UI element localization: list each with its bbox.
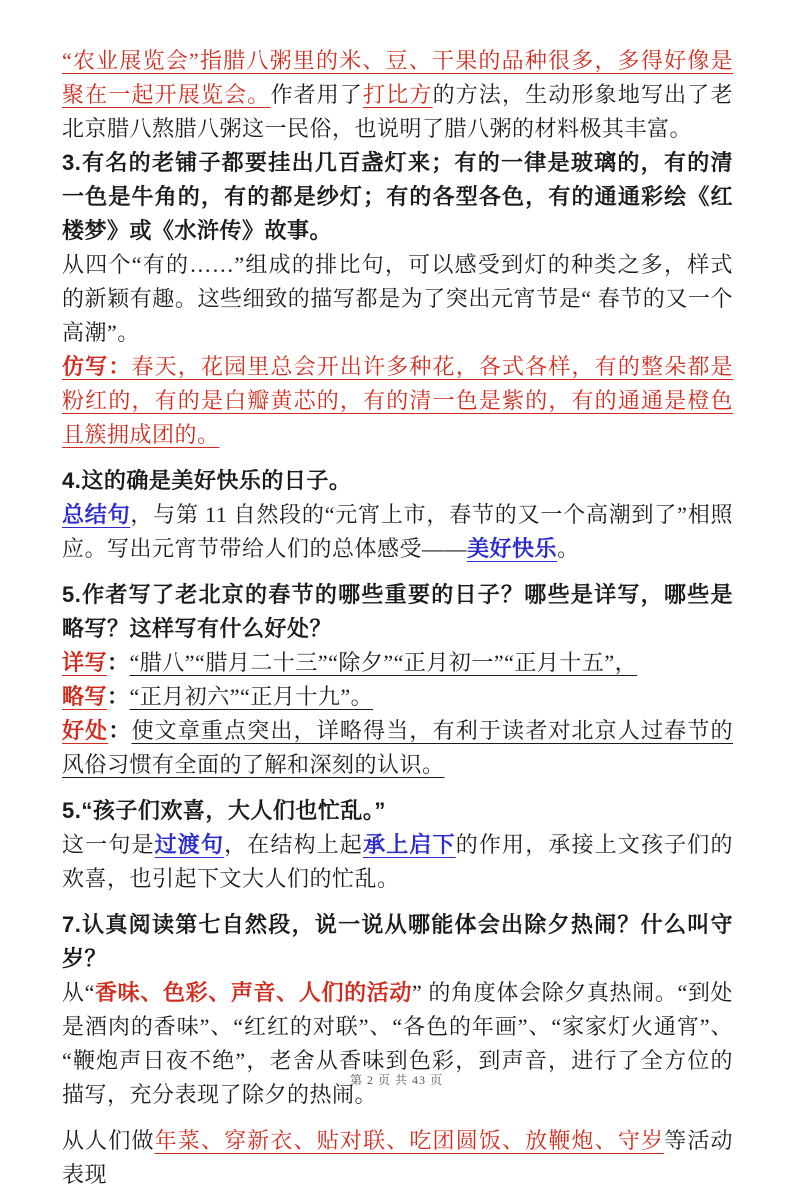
text-segment: ，在结构上起 — [224, 832, 364, 857]
text-segment: 详写 — [62, 650, 108, 675]
page-footer: 第 2 页 共 43 页 — [349, 1073, 443, 1087]
text-segment: ，与第 11 自然段的“元宵上市，春节的又一个高潮到了”相照应。写出元宵节带给人们的总体感受—— — [62, 502, 733, 561]
text-segment: 打比方 — [363, 82, 433, 107]
paragraph — [62, 44, 733, 146]
paragraph — [62, 1124, 733, 1192]
section-heading — [62, 146, 733, 248]
text-segment: 香味、色彩、声音、人们的活动 — [94, 980, 413, 1005]
text-segment: 从“ — [62, 980, 95, 1005]
text-segment: 承上启下 — [363, 832, 456, 857]
text-segment: ： — [107, 684, 130, 709]
text-segment: 5.“孩子们欢喜，大人们也忙乱。” — [62, 798, 386, 823]
text-segment: 略写 — [62, 684, 108, 709]
text-segment: ： — [107, 650, 130, 675]
text-segment: 年菜、穿新衣、贴对联、吃团圆饭、放鞭炮、守岁 — [154, 1128, 665, 1153]
text-segment: ： — [108, 718, 132, 743]
text-segment: 5.作者写了老北京的春节的哪些重要的日子？哪些是详写，哪些是略写？这样写有什么好处？ — [62, 582, 733, 641]
text-segment: “正月初六”“正月十九”。 — [129, 684, 374, 709]
document-body — [62, 44, 733, 1192]
section-heading — [62, 464, 733, 498]
text-segment: 好处 — [62, 718, 109, 743]
text-segment: “农业展览会”指腊八粥里的米、豆、干果的品种很多，多得好像是聚在一起开展览会。 — [62, 48, 733, 107]
paragraph — [62, 498, 733, 566]
section-heading — [62, 578, 733, 646]
text-segment: 作者用了 — [270, 82, 364, 107]
text-segment: 的方法，生动形象地写出了老北京腊八熬腊八粥这一民俗，也说明了腊八粥的材料极其丰富。 — [62, 82, 733, 141]
paragraph — [62, 828, 733, 896]
text-segment: 总结句 — [62, 502, 131, 527]
text-segment: 4.这的确是美好快乐的日子。 — [62, 468, 352, 493]
paragraph — [62, 680, 733, 714]
text-segment: 等活动表现 — [62, 1128, 733, 1187]
text-segment: 过渡句 — [154, 832, 225, 857]
text-segment: 7.认真阅读第七自然段，说一说从哪能体会出除夕热闹？什么叫守岁？ — [62, 912, 733, 971]
text-segment: 仿写： — [62, 354, 132, 379]
text-segment: 从人们做 — [62, 1128, 155, 1153]
text-segment: 的作用，承接上文孩子们的欢喜，也引起下文大人们的忙乱。 — [62, 832, 733, 891]
paragraph — [62, 248, 733, 350]
paragraph — [62, 646, 733, 680]
paragraph — [62, 714, 733, 782]
text-segment: 使文章重点突出，详略得当，有利于读者对北京人过春节的风俗习惯有全面的了解和深刻的认识。 — [62, 718, 733, 777]
text-segment: 从四个“有的……”组成的排比句，可以感受到灯的种类之多，样式的新颖有趣。这些细致的描写都是为了突出元宵节是“ 春节的又一个高潮”。 — [62, 252, 733, 345]
text-segment: “腊八”“腊月二十三”“除夕”“正月初一”“正月十五”， — [129, 650, 638, 675]
paragraph — [62, 976, 733, 1112]
paragraph — [62, 350, 733, 452]
text-segment: 这一句是 — [62, 832, 155, 857]
section-heading — [62, 794, 733, 828]
text-segment: 美好快乐 — [467, 536, 558, 561]
text-segment: ” 的角度体会除夕真热闹。“到处是酒肉的香味”、“红红的对联”、“各色的年画”、“家家灯火通宵”、“鞭炮声日夜不绝”，老舍从香味到色彩，到声音，进行了全方位的描写，充分表现了除夕的热闹。 — [62, 980, 734, 1107]
text-segment: 3.有名的老铺子都要挂出几百盏灯来；有的一律是玻璃的，有的清一色是牛角的，有的都是纱灯；有的各型各色，有的通通彩绘《红楼梦》或《水浒传》故事。 — [62, 150, 733, 243]
section-heading — [62, 908, 733, 976]
text-segment: 春天，花园里总会开出许多种花，各式各样，有的整朵都是粉红的，有的是白瓣黄芯的，有的清一色是紫的，有的通通是橙色且簇拥成团的。 — [62, 354, 733, 447]
text-segment: 。 — [557, 536, 580, 561]
